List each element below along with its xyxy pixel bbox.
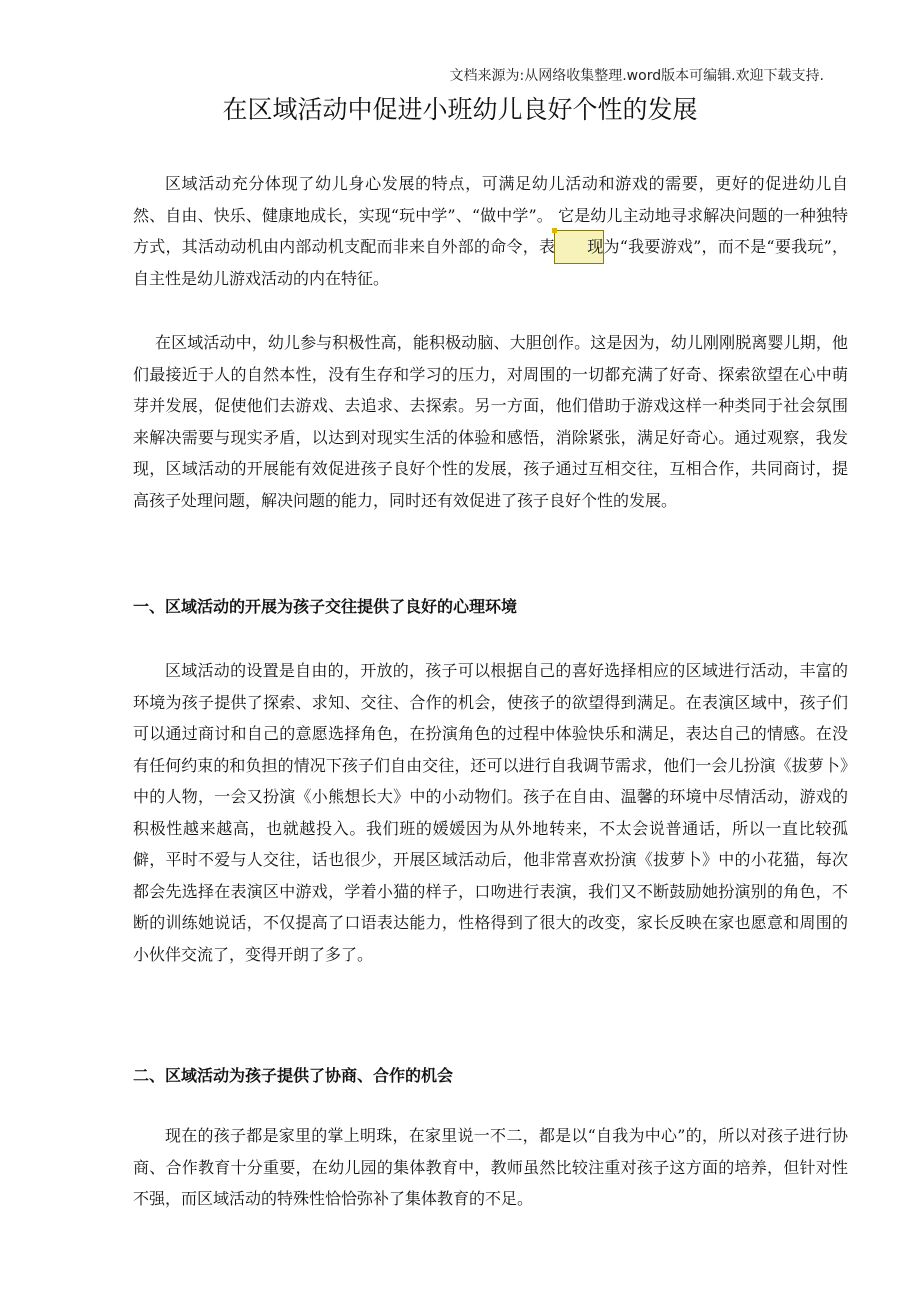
source-note: 文档来源为:从网络收集整理.word版本可编辑.欢迎下载支持. [449, 68, 824, 84]
comment-marker[interactable] [555, 231, 603, 263]
document-title: 在区域活动中促进小班幼儿良好个性的发展 [222, 95, 698, 124]
paragraph-observation: 在区域活动中，幼儿参与积极性高，能积极动脑、大胆创作。这是因为，幼儿刚刚脱离婴儿期，他们最接近于人的自然本性，没有生存和学习的压力，对周围的一切都充满了好奇、探索欲望在心中萌芽并发展，促使他们去游戏、去追求、去探索。另一方面，他们借助于游戏这样一种类同于社会氛围来解决需要与现实矛盾，以达到对现实生活的体验和感悟，消除紧张，满足好奇心。通过观察，我发现，区域活动的开展能有效促进孩子良好个性的发展，孩子通过互相交往，互相合作，共同商讨，提高孩子处理问题，解决问题的能力，同时还有效促进了孩子良好个性的发展。 [133, 333, 848, 510]
paragraph-intro [133, 168, 848, 294]
paragraph-section-1: 区域活动的设置是自由的，开放的，孩子可以根据自己的喜好选择相应的区域进行活动，丰富的环境为孩子提供了探索、求知、交往、合作的机会，使孩子的欲望得到满足。在表演区域中，孩子们可以通过商讨和自己的意愿选择角色，在扮演角色的过程中体验快乐和满足，表达自己的情感。在没有任何约束的和负担的情况下孩子们自由交往，还可以进行自我调节需求，他们一会儿扮演《拔萝卜》中的人物，一会又扮演《小熊想长大》中的小动物们。孩子在自由、温馨的环境中尽情活动，游戏的积极性越来越高，也就越投入。我们班的媛媛因为从外地转来，不太会说普通话，所以一直比较孤僻，平时不爱与人交往，话也很少，开展区域活动后，他非常喜欢扮演《拔萝卜》中的小花猫，每次都会先选择在表演区中游戏，学着小猫的样子，口吻进行表演，我们又不断鼓励她扮演别的角色，不断的训练她说话，不仅提高了口语表达能力，性格得到了很大的改变，家长反映在家也愿意和周围的小伙伴交流了，变得开朗了多了。 [133, 661, 848, 964]
comment-marker-icon [552, 228, 557, 233]
paragraph-intro-text: 区域活动充分体现了幼儿身心发展的特点，可满足幼儿活动和游戏的需要，更好的促进幼儿自然、自由、快乐、健康地成长，实现“玩中学”、“做中学”。 它是幼儿主动地寻求解决问题的一种独特方式，其活动动机由内部动机支配而非来自外部的命令，表 [133, 174, 848, 256]
paragraph-section-2: 现在的孩子都是家里的掌上明珠，在家里说一不二，都是以“自我为中心”的，所以对孩子进行协商、合作教育十分重要，在幼儿园的集体教育中，教师虽然比较注重对孩子这方面的培养，但针对性不强，而区域活动的特殊性恰恰弥补了集体教育的不足。 [133, 1126, 848, 1208]
paragraph-intro-text-end: 为“我要游戏”，而不是“要我玩”，自主性是幼儿游戏活动的内在特征。 [133, 237, 848, 288]
comment-marker-char: 现 [587, 237, 604, 256]
section-heading-1: 一、区域活动的开展为孩子交往提供了良好的心理环境 [133, 597, 518, 616]
section-heading-2: 二、区域活动为孩子提供了协商、合作的机会 [133, 1066, 454, 1085]
